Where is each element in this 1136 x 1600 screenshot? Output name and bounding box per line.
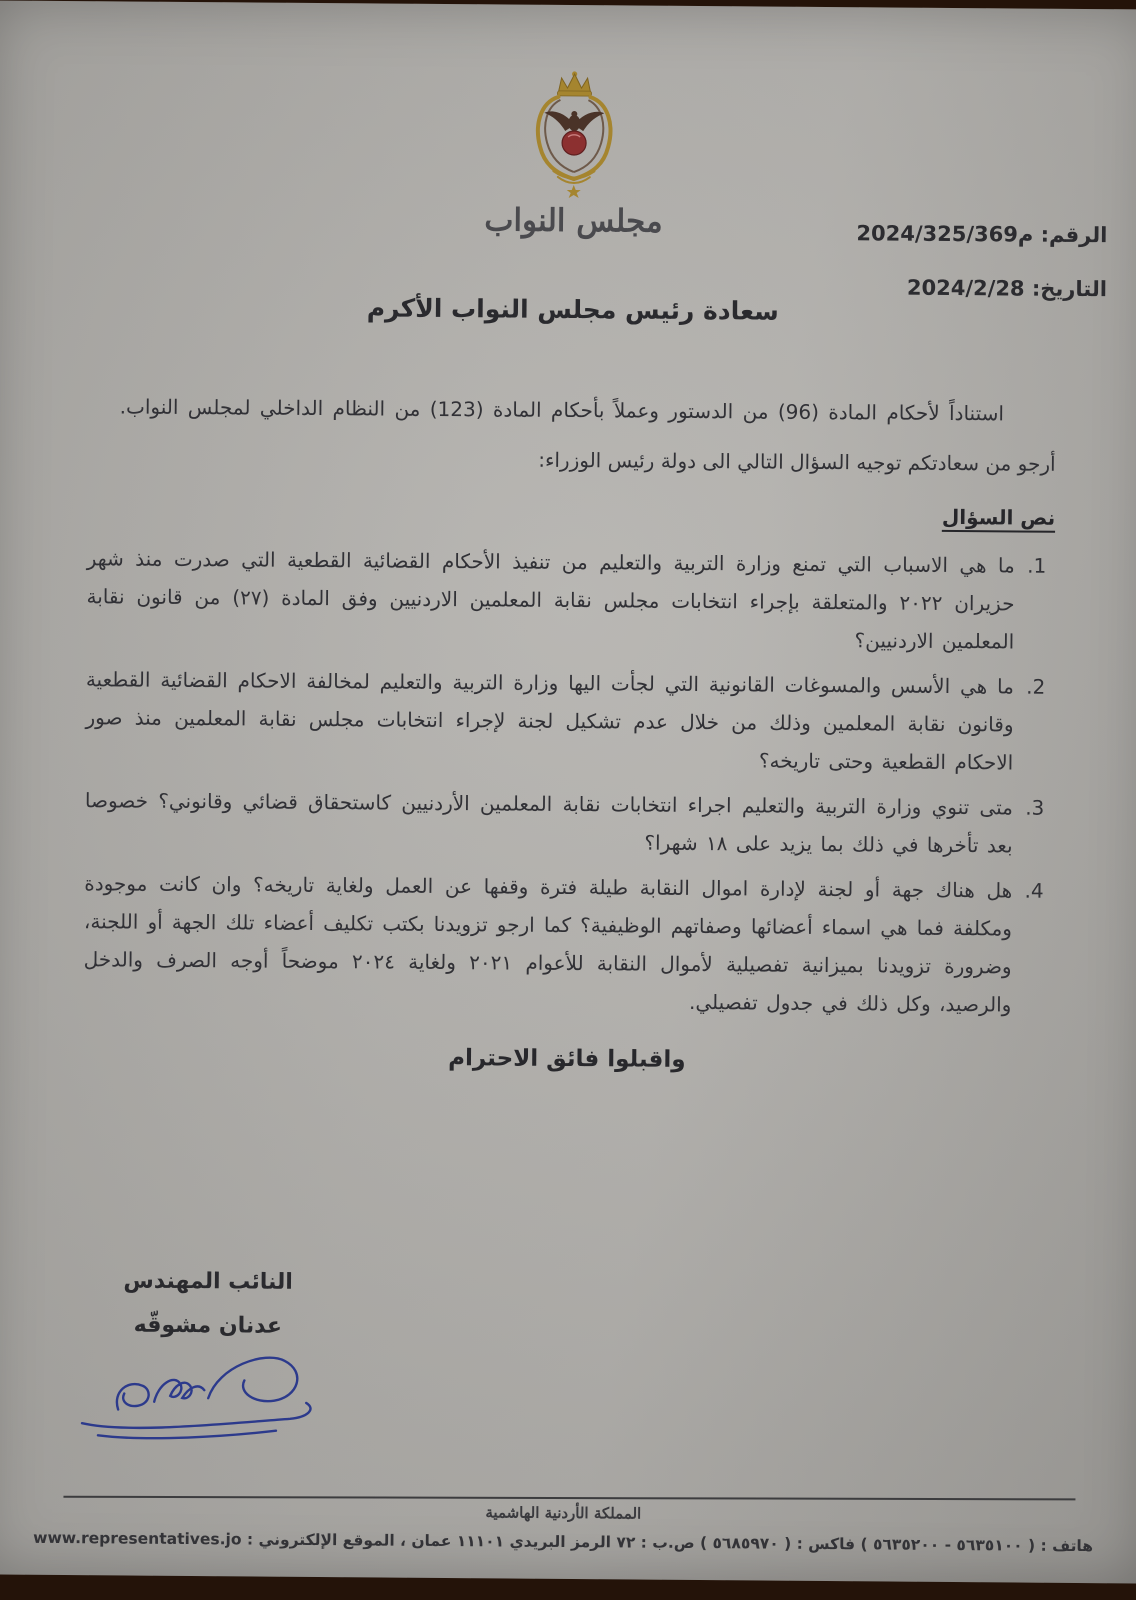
date-value: 2024/2/28 [906,275,1025,301]
ref-number-label: الرقم: [1040,222,1108,248]
question-item-4: 4. هل هناك جهة أو لجنة لإدارة اموال النقابة طيلة فترة وقفها عن العمل ولغاية تاريخه؟ وان كانت موجودة ومكلفة فما هي اسماء أعضائها وصفاتهم الوظيفية؟ كما ارجو تزويدنا بكتب تكليف أعضاء تلك الجهة أو اللجنة، وضرورة تزويدنا بميزانية تفصيلية لأموال النقابة للأعوام ٢٠٢١ ولغاية ٢٠٢٤ موضحاً أوجه الصرف والدخل والرصيد، وكل ذلك في جدول تفصيلي. [83,864,1016,1023]
kingdom-calligraphy-text: المملكة الأردنية الهاشمية [485,1503,642,1523]
jordan-royal-crest-icon [522,67,627,206]
ref-number-row [856,207,1107,263]
closing-line: واقبلوا فائق الاحترام [448,1045,686,1073]
questions-list [83,539,1055,1024]
date-label: التاريخ: [1031,276,1108,301]
letter-body [83,387,1056,1085]
request-line: أرجو من سعادتكم توجيه السؤال التالي الى دولة رئيس الوزراء: [538,447,1056,476]
question-item-3: 3. متى تنوي وزارة التربية والتعليم اجراء انتخابات نقابة المعلمين الأردنيين كاستحقاق قضائي وقانوني؟ خصوصا بعد تأخرها في ذلك بما يزيد على ١٨ شهرا؟ [84,781,1017,864]
footer-contact-line: هاتف : ( ٥٦٣٥١٠٠ - ٥٦٣٥٢٠٠ ) فاكس : ( ٥٦٨٥٩٧٠ ) ص.ب : ٧٢ الرمز البريدي ١١١٠١ عمان ، الموقع الإلكتروني : www.representatives.jo [33,1528,1094,1556]
footer-divider [63,1496,1075,1501]
question-heading: نص السؤال [941,504,1056,530]
signature-ink [58,1339,339,1455]
signer-block [83,1259,334,1349]
parliament-calligraphy-text: مجلس النواب [484,202,663,240]
salutation-title: سعادة رئيس مجلس النواب الأكرم [366,293,779,326]
signer-title: النائب المهندس [123,1268,293,1295]
question-item-1: 1. ما هي الاسباب التي تمنع وزارة التربية والتعليم من تنفيذ الأحكام القضائية القطعية التي صدرت منذ شهر حزيران ٢٠٢٢ والمتعلقة بإجراء انتخابات مجلس نقابة المعلمين الاردنيين وفق المادة (٢٧) من قانون نقابة المعلمين الاردنيين؟ [86,539,1019,660]
ref-number-value: م2024/325/369 [856,221,1034,247]
question-item-2: 2. ما هي الأسس والمسوغات القانونية التي لجأت اليها وزارة التربية والتعليم لمخالفة الاحكام القضائية القطعية وقانون نقابة المعلمين وذلك من خلال عدم تشكيل لجنة لإجراء انتخابات مجلس نقابة المعلمين منذ صور الاحكام القطعية وحتى تاريخه؟ [85,660,1018,781]
intro-paragraph: استناداً لأحكام المادة (96) من الدستور وعملاً بأحكام المادة (123) من النظام الداخلي لمجلس النواب. [119,394,1005,426]
signer-name: عدنان مشوقّه [133,1312,283,1339]
letter-sheet [0,1,1136,1584]
